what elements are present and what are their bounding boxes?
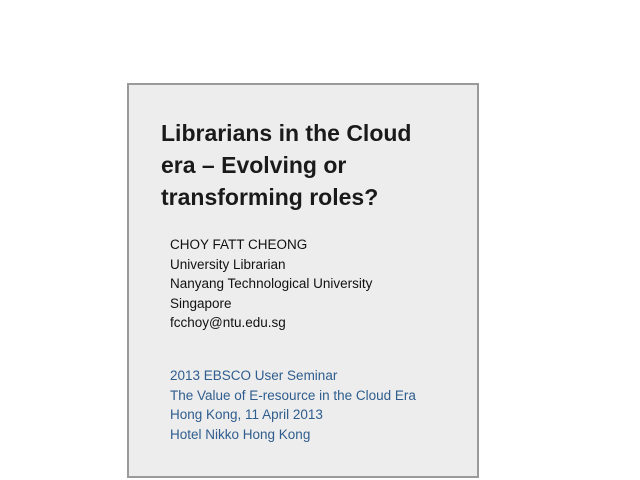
event-block [170, 366, 470, 444]
event-venue: Hotel Nikko Hong Kong [170, 426, 311, 442]
event-place-date: Hong Kong, 11 April 2013 [170, 407, 323, 422]
author-block [170, 235, 470, 333]
author-email: fcchoy@ntu.edu.sg [170, 315, 286, 330]
event-theme: The Value of E-resource in the Cloud Era [170, 387, 416, 403]
title-card [127, 83, 479, 478]
author-name: CHOY FATT CHEONG [170, 237, 308, 252]
event-name: 2013 EBSCO User Seminar [170, 368, 338, 383]
author-country: Singapore [170, 295, 232, 311]
author-organization: Nanyang Technological University [170, 276, 373, 291]
title-line-1: Librarians in the Cloud [161, 120, 412, 146]
slide-title [161, 117, 461, 213]
author-position: University Librarian [170, 256, 286, 272]
title-line-3: transforming roles? [161, 184, 379, 210]
title-line-2: era – Evolving or [161, 152, 347, 178]
